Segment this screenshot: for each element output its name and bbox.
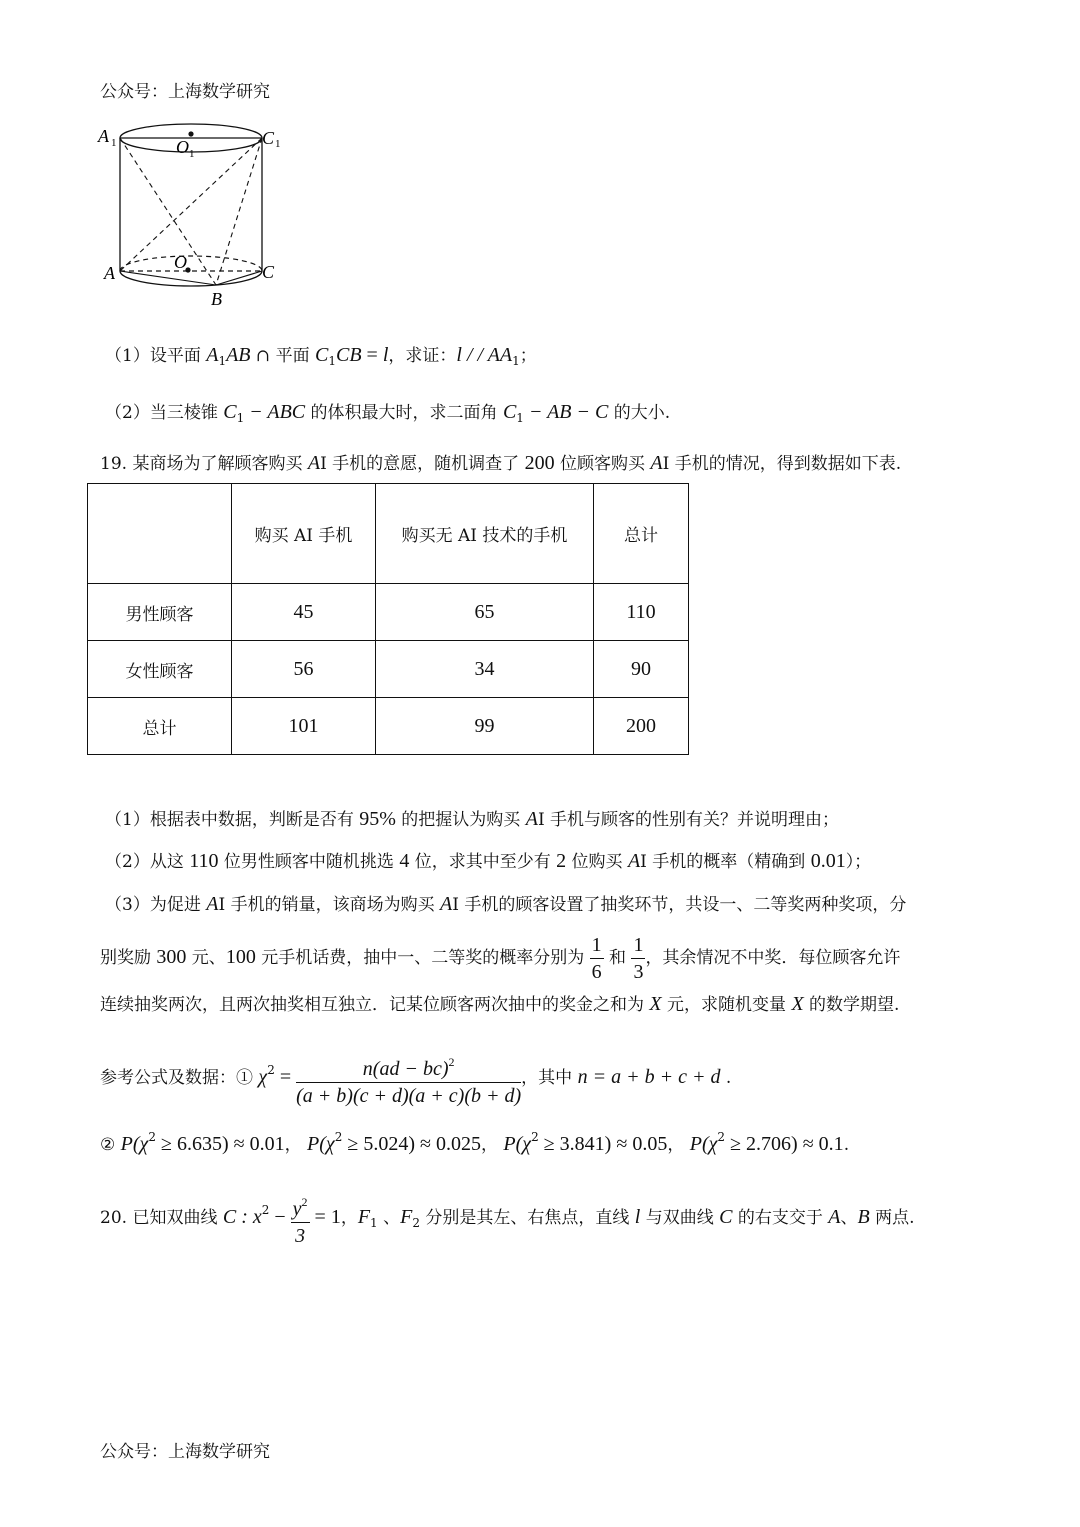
table-header-cell [88, 484, 232, 584]
q19-part3-line2: 别奖励 300 元、100 元手机话费，抽中一、二等奖的概率分别为 $\frac{1}{6}$ 和 $\frac{1}{3}$ ，其余情况不中奖．每位顾客允许 [100, 934, 901, 983]
table-header-cell: 购买 AI 手机 [232, 484, 376, 584]
label-a: A [104, 263, 115, 283]
table-header-row [88, 484, 689, 584]
q18-part1: （1）设平面 $A_1AB$ ∩ 平面 $C_1CB = l$，求证：l / / $AA_1$； [105, 344, 537, 368]
table-row: 男性顾客 45 65 110 [88, 584, 689, 641]
q19-part1: （1）根据表中数据，判断是否有 95% 的把握认为购买 AI 手机与顾客的性别有关？并说明理由； [105, 808, 840, 830]
q19-part3-line3: 连续抽奖两次，且两次抽奖相互独立．记某位顾客两次抽中的奖金之和为 X 元，求随机变量 X 的数学期望. [100, 993, 900, 1015]
reference-formula: 参考公式及数据：① $\chi^2$ = $\frac{n(ad - bc)^2}{(a + b)(c + d)(a + c)(b + d)}$ ，其中 n = a + b + c + d . [100, 1040, 731, 1109]
svg-text:1: 1 [275, 138, 281, 150]
reference-data: ② $P(\chi^2 \ge 6.635) \approx 0.01$， $P(\chi^2 \ge 5.024) \approx 0.025$， $P(\chi^2 \ge 3.841) \approx 0.05$， $P(\chi^2 \ge 2.706) \approx 0.1$. [100, 1130, 850, 1155]
table-header-cell: 购买无 AI 技术的手机 [376, 484, 594, 584]
cylinder-figure [96, 118, 296, 313]
label-o: O [174, 252, 187, 272]
hyperbola-fraction: $\frac{y^2}{3}$ [291, 1189, 310, 1249]
svg-text:1: 1 [111, 137, 117, 149]
fraction-one-third: $\frac{1}{3}$ [633, 934, 644, 983]
q19-part2: （2）从这 110 位男性顾客中随机挑选 4 位，求其中至少有 2 位购买 AI 手机的概率（精确到 0.01）； [105, 850, 872, 872]
label-a1: A [98, 126, 109, 146]
svg-text:1: 1 [189, 148, 195, 160]
chi-square-fraction: $\frac{n(ad - bc)^2}{(a + b)(c + d)(a + c)(b + d)}$ [296, 1049, 521, 1109]
label-c1: C [262, 128, 275, 148]
table-row: 总计 101 99 200 [88, 698, 689, 755]
page-footer: 公众号：上海数学研究 [100, 1442, 270, 1462]
table-row: 女性顾客 56 34 90 [88, 641, 689, 698]
label-c: C [262, 262, 275, 282]
q19-intro: 19. 某商场为了解顾客购买 AI 手机的意愿，随机调查了 200 位顾客购买 AI 手机的情况，得到数据如下表. [100, 452, 902, 474]
table-header-cell: 总计 [594, 484, 689, 584]
label-b: B [211, 289, 222, 309]
survey-table [87, 483, 689, 755]
label-o1: O [176, 137, 189, 157]
fraction-one-sixth: $\frac{1}{6}$ [591, 934, 602, 983]
q19-part3-line1: （3）为促进 AI 手机的销量，该商场为购买 AI 手机的顾客设置了抽奖环节，共设一、二等奖两种奖项，分 [105, 893, 907, 915]
q18-part2: （2）当三棱锥 $C_1$ − ABC 的体积最大时，求二面角 $C_1$ − AB − C 的大小. [105, 401, 671, 425]
page-header: 公众号：上海数学研究 [100, 82, 270, 102]
q20-text: 20. 已知双曲线 C : $x^2$ − $\frac{y^2}{3}$ = 1，$F_1$ 、$F_2$ 分别是其左、右焦点，直线 l 与双曲线 C 的右支交于 A、B 两点. [100, 1180, 915, 1253]
